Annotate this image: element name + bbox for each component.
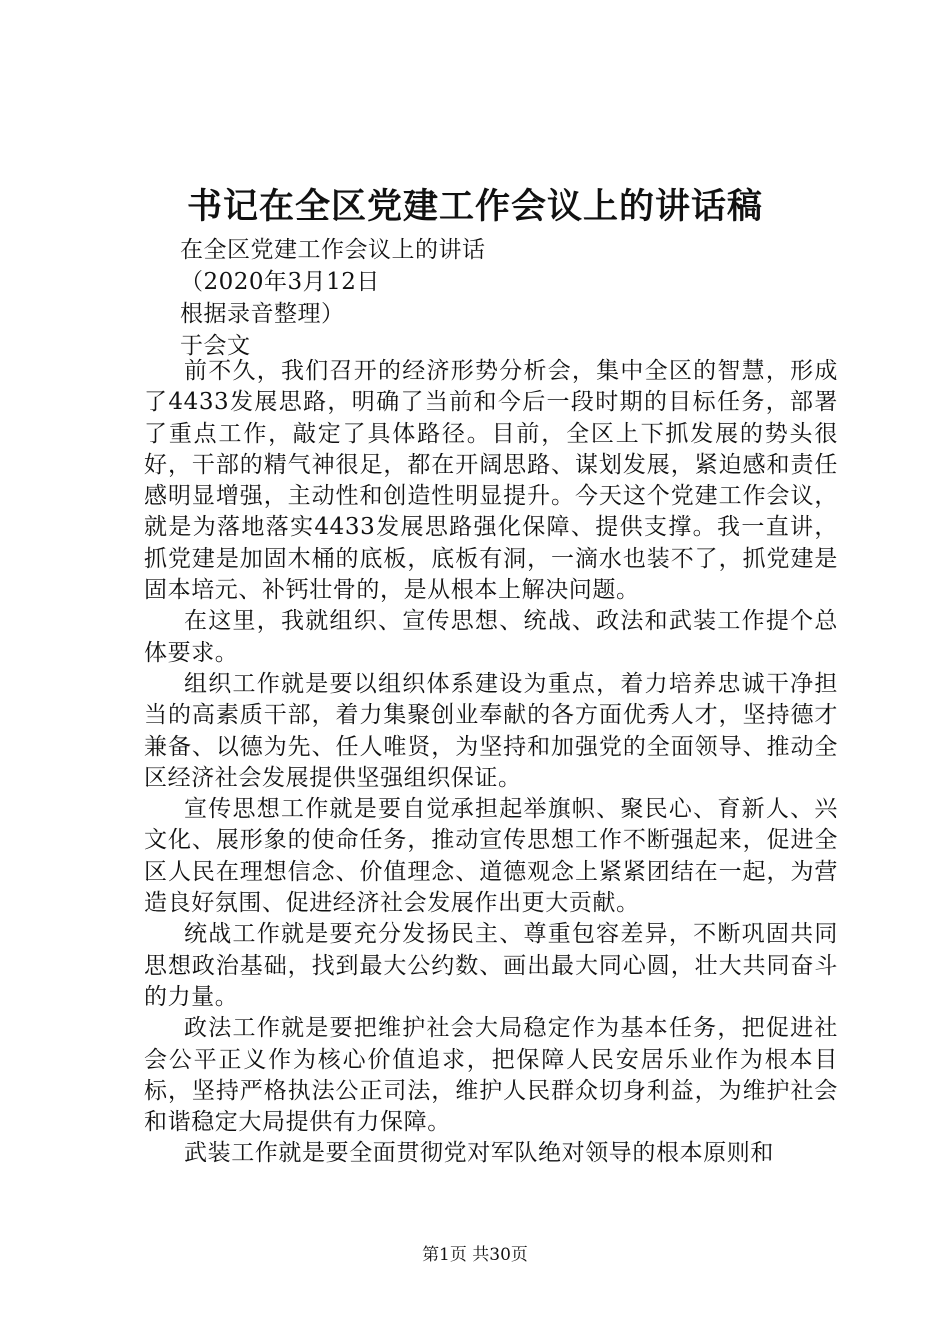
speech-subtitle: 在全区党建工作会议上的讲话 xyxy=(180,237,486,263)
paragraph-organization: 组织工作就是要以组织体系建设为重点，着力培养忠诚干净担当的高素质干部，着力集聚创业奉献的各方面优秀人才，坚持德才兼备、以德为先、任人唯贤，为坚持和加强党的全面领导、推动全区经济社会发展提供坚强组织保证。 xyxy=(144,670,838,791)
speech-date: （2020年3月12日 xyxy=(180,269,380,295)
paragraph-overview: 在这里，我就组织、宣传思想、统战、政法和武装工作提个总体要求。 xyxy=(144,608,838,666)
paragraph-publicity: 宣传思想工作就是要自觉承担起举旗帜、聚民心、育新人、兴文化、展形象的使命任务，推动宣传思想工作不断强起来，促进全区人民在理想信念、价值理念、道德观念上紧紧团结在一起，为营造良好氛围、促进经济社会发展作出更大贡献。 xyxy=(144,796,838,917)
speech-meta xyxy=(180,234,880,362)
document-body xyxy=(144,356,838,1170)
document-title: 书记在全区党建工作会议上的讲话稿 xyxy=(186,186,763,227)
page-number: 第1页 共30页 xyxy=(422,1245,528,1265)
speech-author: 于会文 xyxy=(180,333,251,359)
speech-note: 根据录音整理） xyxy=(180,301,345,327)
paragraph-political-legal: 政法工作就是要把维护社会大局稳定作为基本任务，把促进社会公平正义作为核心价值追求，把保障人民安居乐业作为根本目标，坚持严格执法公正司法，维护人民群众切身利益，为维护社会和谐稳定大局提供有力保障。 xyxy=(144,1015,838,1136)
paragraph-armed-forces: 武装工作就是要全面贯彻党对军队绝对领导的根本原则和 xyxy=(184,1140,774,1167)
paragraph-united-front: 统战工作就是要充分发扬民主、尊重包容差异，不断巩固共同思想政治基础，找到最大公约数、画出最大同心圆，壮大共同奋斗的力量。 xyxy=(144,921,838,1010)
paragraph-intro: 前不久，我们召开的经济形势分析会，集中全区的智慧，形成了4433发展思路，明确了当前和今后一段时期的目标任务，部署了重点工作，敲定了具体路径。目前，全区上下抓发展的势头很好，干部的精气神很足，都在开阔思路、谋划发展，紧迫感和责任感明显增强，主动性和创造性明显提升。今天这个党建工作会议，就是为落地落实4433发展思路强化保障、提供支撑。我一直讲，抓党建是加固木桶的底板，底板有洞，一滴水也装不了，抓党建是固本培元、补钙壮骨的，是从根本上解决问题。 xyxy=(144,358,838,604)
